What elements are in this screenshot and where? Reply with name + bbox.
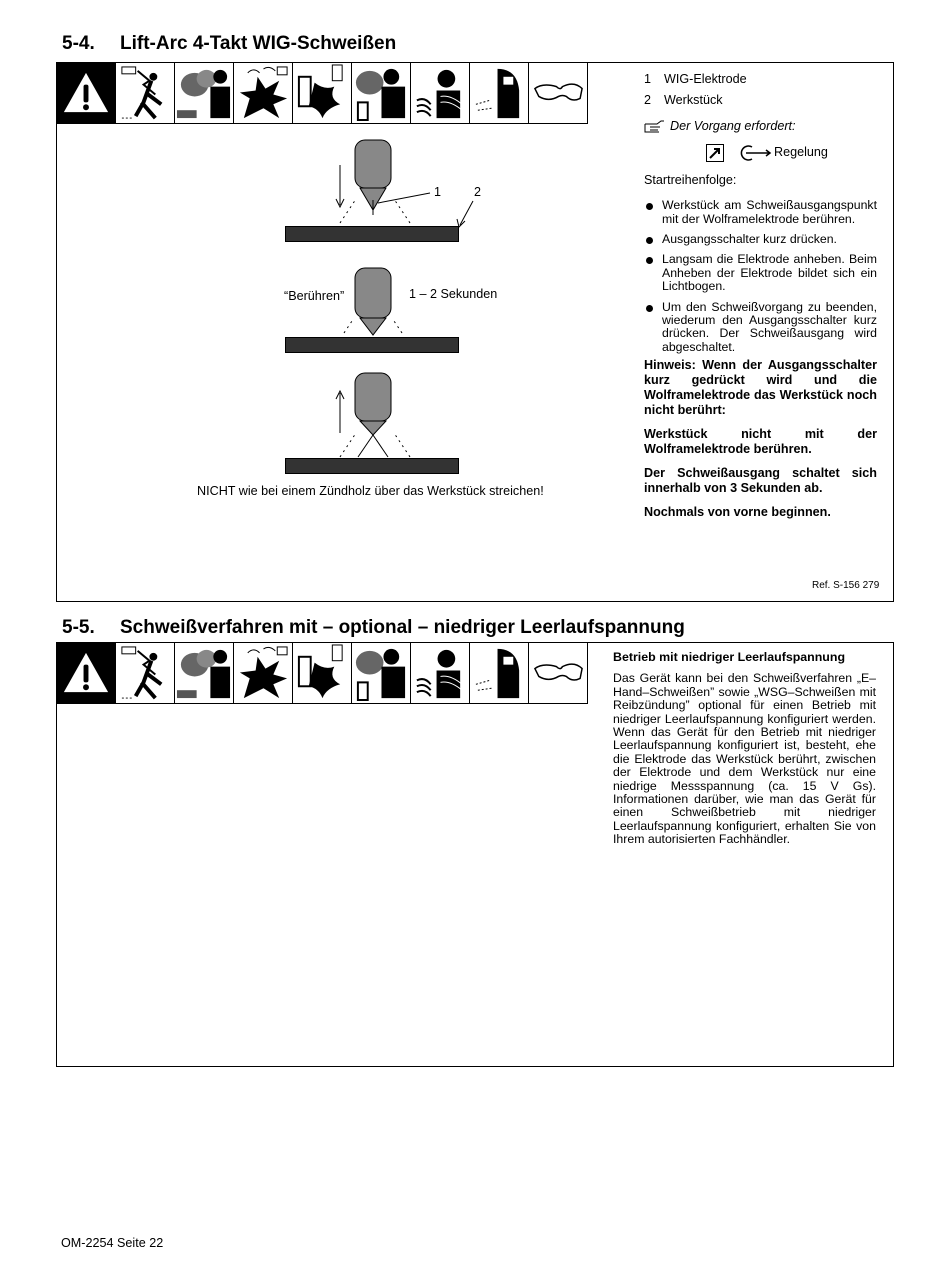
section-5-4-heading [62, 33, 396, 55]
touch-label: “Berühren” [284, 289, 345, 303]
fire-spray-icon [293, 63, 352, 124]
warning-triangle-icon [57, 63, 116, 124]
gas-cylinder-icon [352, 63, 411, 124]
hint-text: Der Schweißausgang schaltet sich innerhalb von 3 Sekunden ab. [644, 466, 877, 496]
regelung-label: Regelung [774, 145, 828, 160]
section-number: 5-4. [62, 33, 95, 54]
lift-arc-diagram [270, 135, 590, 480]
reference-number: Ref. S-156 279 [812, 580, 880, 591]
section-number: 5-5. [62, 617, 95, 638]
legend-item [644, 94, 877, 107]
subheading: Betrieb mit niedriger Leerlaufspannung [613, 650, 846, 664]
noise-hearing-icon [411, 63, 470, 124]
workpiece-plate [285, 226, 459, 242]
hint-text: Nochmals von vorne beginnen. [644, 505, 831, 520]
pointing-hand-icon [644, 120, 666, 134]
section-5-4-text [644, 73, 877, 520]
hint-text: Hinweis: Wenn der Ausgangsschalter kurz gedrückt wird und die Wolframelektrode das Werkstück noch nicht berührt: [644, 358, 877, 418]
procedure-note [644, 120, 877, 134]
fire-spray-icon [293, 643, 352, 704]
callout-2: 2 [474, 185, 482, 199]
list-item: Langsam die Elektrode anheben. Beim Anheben der Elektrode bildet sich ein Lichtbogen. [644, 253, 877, 293]
requirement-row [706, 144, 877, 162]
list-item: Ausgangsschalter kurz drücken. [644, 233, 877, 246]
control-dial-icon [738, 144, 774, 162]
safety-icon-strip [57, 63, 588, 124]
safety-glasses-icon [529, 63, 588, 124]
start-heading: Startreihenfolge: [644, 172, 737, 187]
explosion-icon [234, 643, 293, 704]
list-item: Werkstück am Schweißausgangspunkt mit der Wolframelektrode berühren. [644, 199, 877, 226]
explosion-icon [234, 63, 293, 124]
seconds-label: 1 – 2 Sekunden [409, 287, 498, 301]
body-text: Das Gerät kann bei den Schweißverfahren „E–Hand–Schweißen” sowie „WSG–Schweißen mit Reibzündung” optional für einen Betrieb mit niedriger Leerlaufspannung konfiguriert werden. Wenn das Gerät für den Betrieb mit niedriger Leerlaufspannung konfiguriert ist, besteht, ehe die Elektrode das Werkstück berührt, zwischen der Elektrode und dem Werkstück nur eine niedrige Messspannung (ca. 15 V Gs). Informationen darüber, wie man das Gerät für einen Schweißbetrieb mit niedriger Leerlaufspannung konfiguriert, erhalten Sie von Ihrem autorisierten Fachhändler. [613, 671, 876, 847]
section-title: Lift-Arc 4-Takt WIG-Schweißen [120, 33, 397, 54]
noise-hearing-icon [411, 643, 470, 704]
remote-switch-icon [706, 144, 724, 162]
start-steps-list [644, 199, 877, 354]
legend-item [644, 73, 877, 86]
hint-text: Werkstück nicht mit der Wolframelektrode berühren. [644, 427, 877, 457]
safety-icon-strip [57, 643, 588, 704]
safety-glasses-icon [529, 643, 588, 704]
workpiece-plate [285, 337, 459, 353]
procedure-note-text: Der Vorgang erfordert: [670, 119, 796, 134]
warning-triangle-icon [57, 643, 116, 704]
section-title: Schweißverfahren mit – optional – niedriger Leerlaufspannung [120, 617, 685, 638]
legend-label: WIG-Elektrode [664, 72, 747, 86]
welding-helmet-icon [470, 63, 529, 124]
gas-cylinder-icon [352, 643, 411, 704]
workpiece-plate [285, 458, 459, 474]
electric-shock-icon [116, 643, 175, 704]
welding-helmet-icon [470, 643, 529, 704]
list-item: Um den Schweißvorgang zu beenden, wiederum den Ausgangsschalter kurz drücken. Der Schweißausgang wird abgeschaltet. [644, 301, 877, 355]
callout-1: 1 [434, 185, 442, 199]
legend-label: Werkstück [664, 93, 723, 108]
legend-number: 2 [644, 93, 652, 108]
page-footer: OM-2254 Seite 22 [61, 1236, 164, 1250]
legend-number: 1 [644, 72, 652, 86]
section-5-5-heading [62, 617, 685, 639]
fumes-icon [175, 63, 234, 124]
section-5-5-text [613, 651, 876, 847]
electric-shock-icon [116, 63, 175, 124]
fumes-icon [175, 643, 234, 704]
diagram-caption: NICHT wie bei einem Zündholz über das Werkstück streichen! [197, 484, 544, 498]
